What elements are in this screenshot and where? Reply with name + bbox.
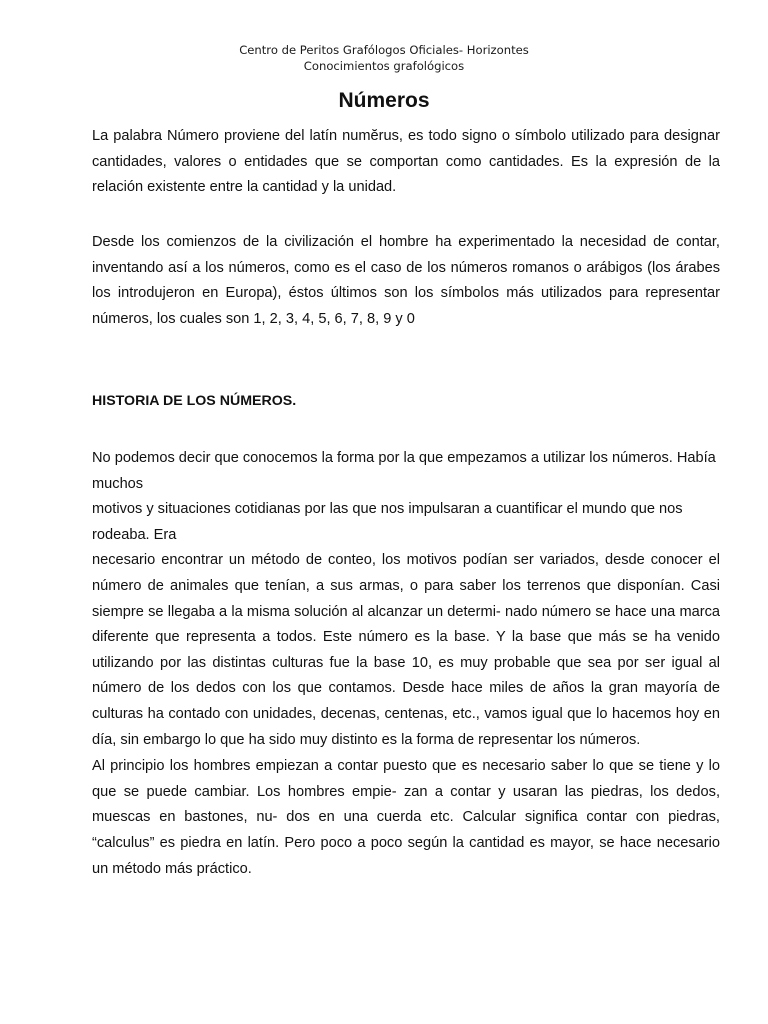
history-heading-section	[92, 389, 720, 415]
history-paragraph-4: Al principio los hombres empiezan a contar puesto que es necesario saber lo que se tiene y lo que se puede cambiar. Los hombres empie- zan a contar y usaran las piedras, los dedos, muescas en bastones, nu- dos en una cuerda etc. Calcular significa contar con piedras, “calculus” es piedra en latín. Pero poco a poco según la cantidad es mayor, se hace necesario un método más práctico.	[92, 758, 720, 877]
history-section	[92, 446, 720, 882]
intro-section	[92, 124, 720, 201]
history-paragraph-3: necesario encontrar un método de conteo, los motivos podían ser variados, desde conocer el número de animales que tenían, a sus armas, o para saber los terrenos que disponían. Casi siempre se llegaba a la misma solución al alcanzar un determi- nado número se hace una marca diferente que representa a todos. Este número es la base. Y la base que más se ha venido utilizando por las distintas culturas fue la base 10, es muy probable que sea por ser igual al número de los dedos con los que contamos. Desde hace miles de años la gran mayoría de culturas ha contado con unidades, decenas, centenas, etc., vamos igual que lo hacemos hoy en día, sin embargo lo que ha sido muy distinto es la forma de representar los números.	[92, 552, 720, 748]
history-paragraph-2: motivos y situaciones cotidianas por las que nos impulsaran a cuantificar el mundo que nos rodeaba. Era	[92, 501, 683, 543]
origins-section	[92, 230, 720, 332]
header-organization: Centro de Peritos Grafólogos Oficiales- Horizontes	[239, 43, 529, 57]
page-title: Números	[338, 89, 430, 112]
header-subtitle: Conocimientos grafológicos	[303, 59, 465, 73]
history-paragraph-1: No podemos decir que conocemos la forma por la que empezamos a utilizar los números. Había muchos	[92, 450, 716, 492]
intro-paragraph: La palabra Número proviene del latín numĕrus, es todo signo o símbolo utilizado para designar cantidades, valores o entidades que se comportan como cantidades. Es la expresión de la relación existente entre la cantidad y la unidad.	[92, 128, 720, 196]
document-header	[0, 42, 768, 74]
origins-paragraph: Desde los comienzos de la civilización el hombre ha experimentado la necesidad de contar, inventando así a los números, como es el caso de los números romanos o arábigos (los árabes los introdujeron en Europa), éstos últimos son los símbolos más utilizados para representar números, los cuales son 1, 2, 3, 4, 5, 6, 7, 8, 9 y 0	[92, 234, 720, 327]
history-heading: HISTORIA DE LOS NÚMEROS.	[92, 393, 297, 409]
